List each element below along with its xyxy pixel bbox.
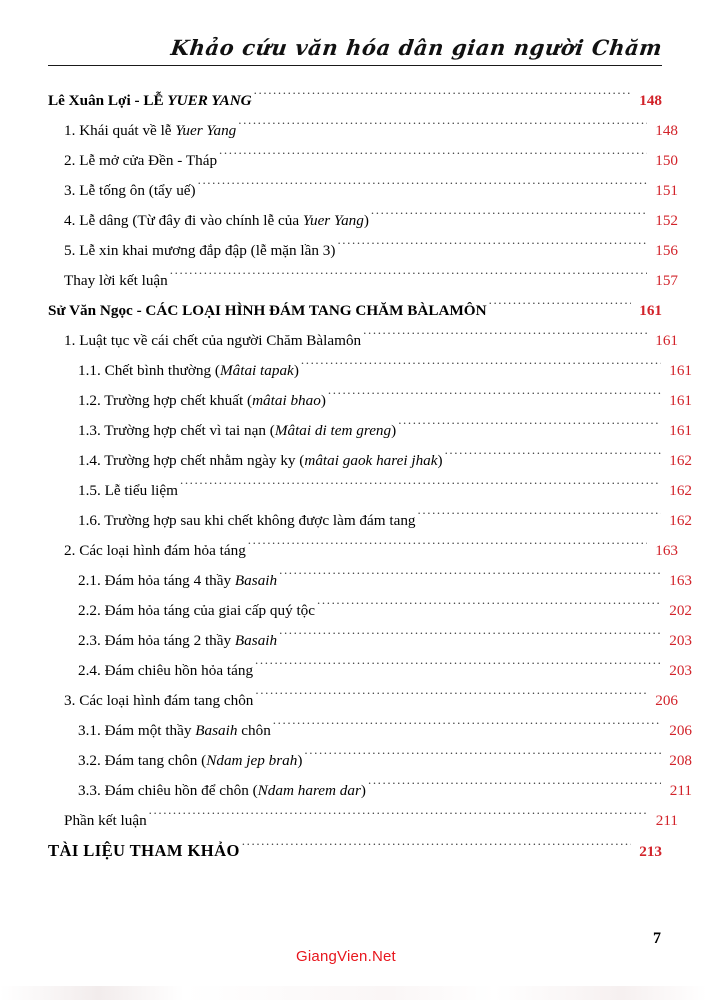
toc-dot-leader (219, 150, 647, 165)
toc-entry[interactable] (48, 476, 692, 506)
header-divider-rule (48, 65, 662, 66)
toc-dot-leader (445, 450, 661, 465)
toc-entry[interactable] (48, 296, 662, 326)
toc-entry[interactable] (48, 386, 692, 416)
toc-dot-leader (248, 540, 647, 555)
toc-dot-leader (304, 750, 661, 765)
toc-entry[interactable] (48, 746, 692, 776)
site-watermark: GiangVien.Net (296, 948, 396, 965)
toc-dot-leader (398, 420, 661, 435)
toc-entry-label: 2.3. Đám hỏa táng 2 thầy Basaih (78, 632, 278, 649)
book-title-script: Khảo cứu văn hóa dân gian người Chăm (169, 35, 664, 60)
toc-entry-label: 3. Các loại hình đám tang chôn (64, 692, 254, 709)
toc-entry-label: 3. Lễ tống ôn (tẩy uế) (64, 182, 196, 199)
toc-entry-label: 2.4. Đám chiêu hồn hỏa táng (78, 662, 254, 679)
toc-entry-page-number: 163 (669, 572, 692, 589)
toc-dot-leader (273, 720, 661, 735)
toc-dot-leader (371, 210, 647, 225)
toc-dot-leader (170, 270, 647, 285)
toc-dot-leader (418, 510, 661, 525)
toc-entry[interactable] (48, 806, 678, 836)
toc-entry-page-number: 157 (655, 272, 678, 289)
toc-entry[interactable] (48, 656, 692, 686)
toc-dot-leader (337, 240, 647, 255)
toc-entry-page-number: 156 (655, 242, 678, 259)
toc-entry-label: 1.6. Trường hợp sau khi chết không được làm đám tang (78, 512, 416, 529)
toc-entry-label: 1.1. Chết bình thường (Mâtai tapak) (78, 362, 299, 379)
toc-entry[interactable] (48, 236, 678, 266)
toc-dot-leader (180, 480, 661, 495)
toc-dot-leader (279, 630, 661, 645)
toc-entry[interactable] (48, 506, 692, 536)
toc-entry-label: 2. Các loại hình đám hỏa táng (64, 542, 246, 559)
toc-entry-label: 4. Lễ dâng (Từ đây đi vào chính lễ của Yuer Yang) (64, 212, 369, 229)
toc-entry-label: 3.1. Đám một thầy Basaih chôn (78, 722, 271, 739)
toc-dot-leader (301, 360, 661, 375)
toc-entry-label: 5. Lễ xin khai mương đắp đập (lễ mặn lần 3) (64, 242, 336, 259)
toc-entry-page-number: 148 (655, 122, 678, 139)
table-of-contents (48, 86, 692, 866)
toc-entry[interactable] (48, 626, 692, 656)
toc-entry-label: Phần kết luận (64, 812, 147, 829)
toc-dot-leader (242, 841, 631, 856)
toc-entry-page-number: 202 (669, 602, 692, 619)
toc-entry-page-number: 161 (669, 362, 692, 379)
toc-entry[interactable] (48, 566, 692, 596)
toc-entry-page-number: 206 (669, 722, 692, 739)
toc-entry-page-number: 162 (669, 452, 692, 469)
toc-entry[interactable] (48, 326, 678, 356)
toc-dot-leader (238, 120, 647, 135)
toc-entry-label: 1.4. Trường hợp chết nhằm ngày ky (mâtai gaok harei jhak) (78, 452, 443, 469)
toc-entry-label: 2.1. Đám hỏa táng 4 thầy Basaih (78, 572, 278, 589)
toc-entry-label: 2.2. Đám hỏa táng của giai cấp quý tộc (78, 602, 316, 619)
toc-entry-label: Sử Văn Ngọc - CÁC LOẠI HÌNH ĐÁM TANG CHĂM BÀLAMÔN (48, 302, 487, 319)
page-number: 7 (653, 930, 661, 947)
toc-entry-page-number: 161 (669, 422, 692, 439)
toc-entry[interactable] (48, 146, 678, 176)
toc-entry-page-number: 211 (669, 782, 692, 799)
toc-dot-leader (363, 330, 647, 345)
toc-entry-page-number: 163 (655, 542, 678, 559)
toc-dot-leader (198, 180, 647, 195)
toc-entry-page-number: 213 (639, 843, 662, 860)
toc-dot-leader (149, 810, 647, 825)
toc-dot-leader (255, 690, 647, 705)
toc-entry-page-number: 162 (669, 512, 692, 529)
toc-entry[interactable] (48, 176, 678, 206)
toc-dot-leader (255, 660, 661, 675)
toc-entry[interactable] (48, 116, 678, 146)
toc-entry-label: 2. Lễ mở cửa Đền - Tháp (64, 152, 218, 169)
toc-entry[interactable] (48, 536, 678, 566)
toc-entry-label: Thay lời kết luận (64, 272, 168, 289)
toc-entry-page-number: 206 (655, 692, 678, 709)
toc-entry-page-number: 148 (639, 92, 662, 109)
toc-entry[interactable] (48, 446, 692, 476)
toc-entry-label: 1. Luật tục về cái chết của người Chăm Bàlamôn (64, 332, 362, 349)
toc-entry-label: TÀI LIỆU THAM KHẢO (48, 841, 240, 860)
toc-dot-leader (317, 600, 661, 615)
toc-entry[interactable] (48, 596, 692, 626)
toc-dot-leader (489, 300, 631, 315)
toc-entry-label: 1.5. Lễ tiểu liệm (78, 482, 178, 499)
toc-entry[interactable] (48, 206, 678, 236)
toc-entry-label: 1.3. Trường hợp chết vì tai nạn (Mâtai di tem greng) (78, 422, 397, 439)
toc-dot-leader (368, 780, 661, 795)
toc-entry-page-number: 152 (655, 212, 678, 229)
toc-entry[interactable] (48, 416, 692, 446)
toc-entry-page-number: 162 (669, 482, 692, 499)
toc-entry-label: Lê Xuân Lợi - LỄ YUER YANG (48, 92, 252, 109)
toc-entry-page-number: 161 (639, 302, 662, 319)
running-header (48, 22, 662, 66)
scan-edge-artifact (0, 986, 707, 1000)
toc-entry[interactable] (48, 776, 692, 806)
toc-entry[interactable] (48, 356, 692, 386)
toc-entry-page-number: 203 (669, 632, 692, 649)
toc-entry-page-number: 211 (655, 812, 678, 829)
toc-entry-label: 3.3. Đám chiêu hồn để chôn (Ndam harem dar) (78, 782, 366, 799)
toc-entry-page-number: 208 (669, 752, 692, 769)
toc-entry[interactable] (48, 86, 662, 116)
toc-entry-label: 1. Khái quát về lễ Yuer Yang (64, 122, 237, 139)
toc-entry-page-number: 161 (655, 332, 678, 349)
toc-dot-leader (328, 390, 661, 405)
toc-entry-page-number: 161 (669, 392, 692, 409)
toc-entry[interactable] (48, 716, 692, 746)
toc-dot-leader (254, 90, 631, 105)
toc-dot-leader (279, 570, 661, 585)
toc-entry-page-number: 203 (669, 662, 692, 679)
toc-entry[interactable] (48, 836, 662, 866)
toc-entry-page-number: 150 (655, 152, 678, 169)
toc-entry[interactable] (48, 266, 678, 296)
toc-entry-page-number: 151 (655, 182, 678, 199)
toc-entry[interactable] (48, 686, 678, 716)
toc-entry-label: 3.2. Đám tang chôn (Ndam jep brah) (78, 752, 303, 769)
toc-entry-label: 1.2. Trường hợp chết khuất (mâtai bhao) (78, 392, 326, 409)
